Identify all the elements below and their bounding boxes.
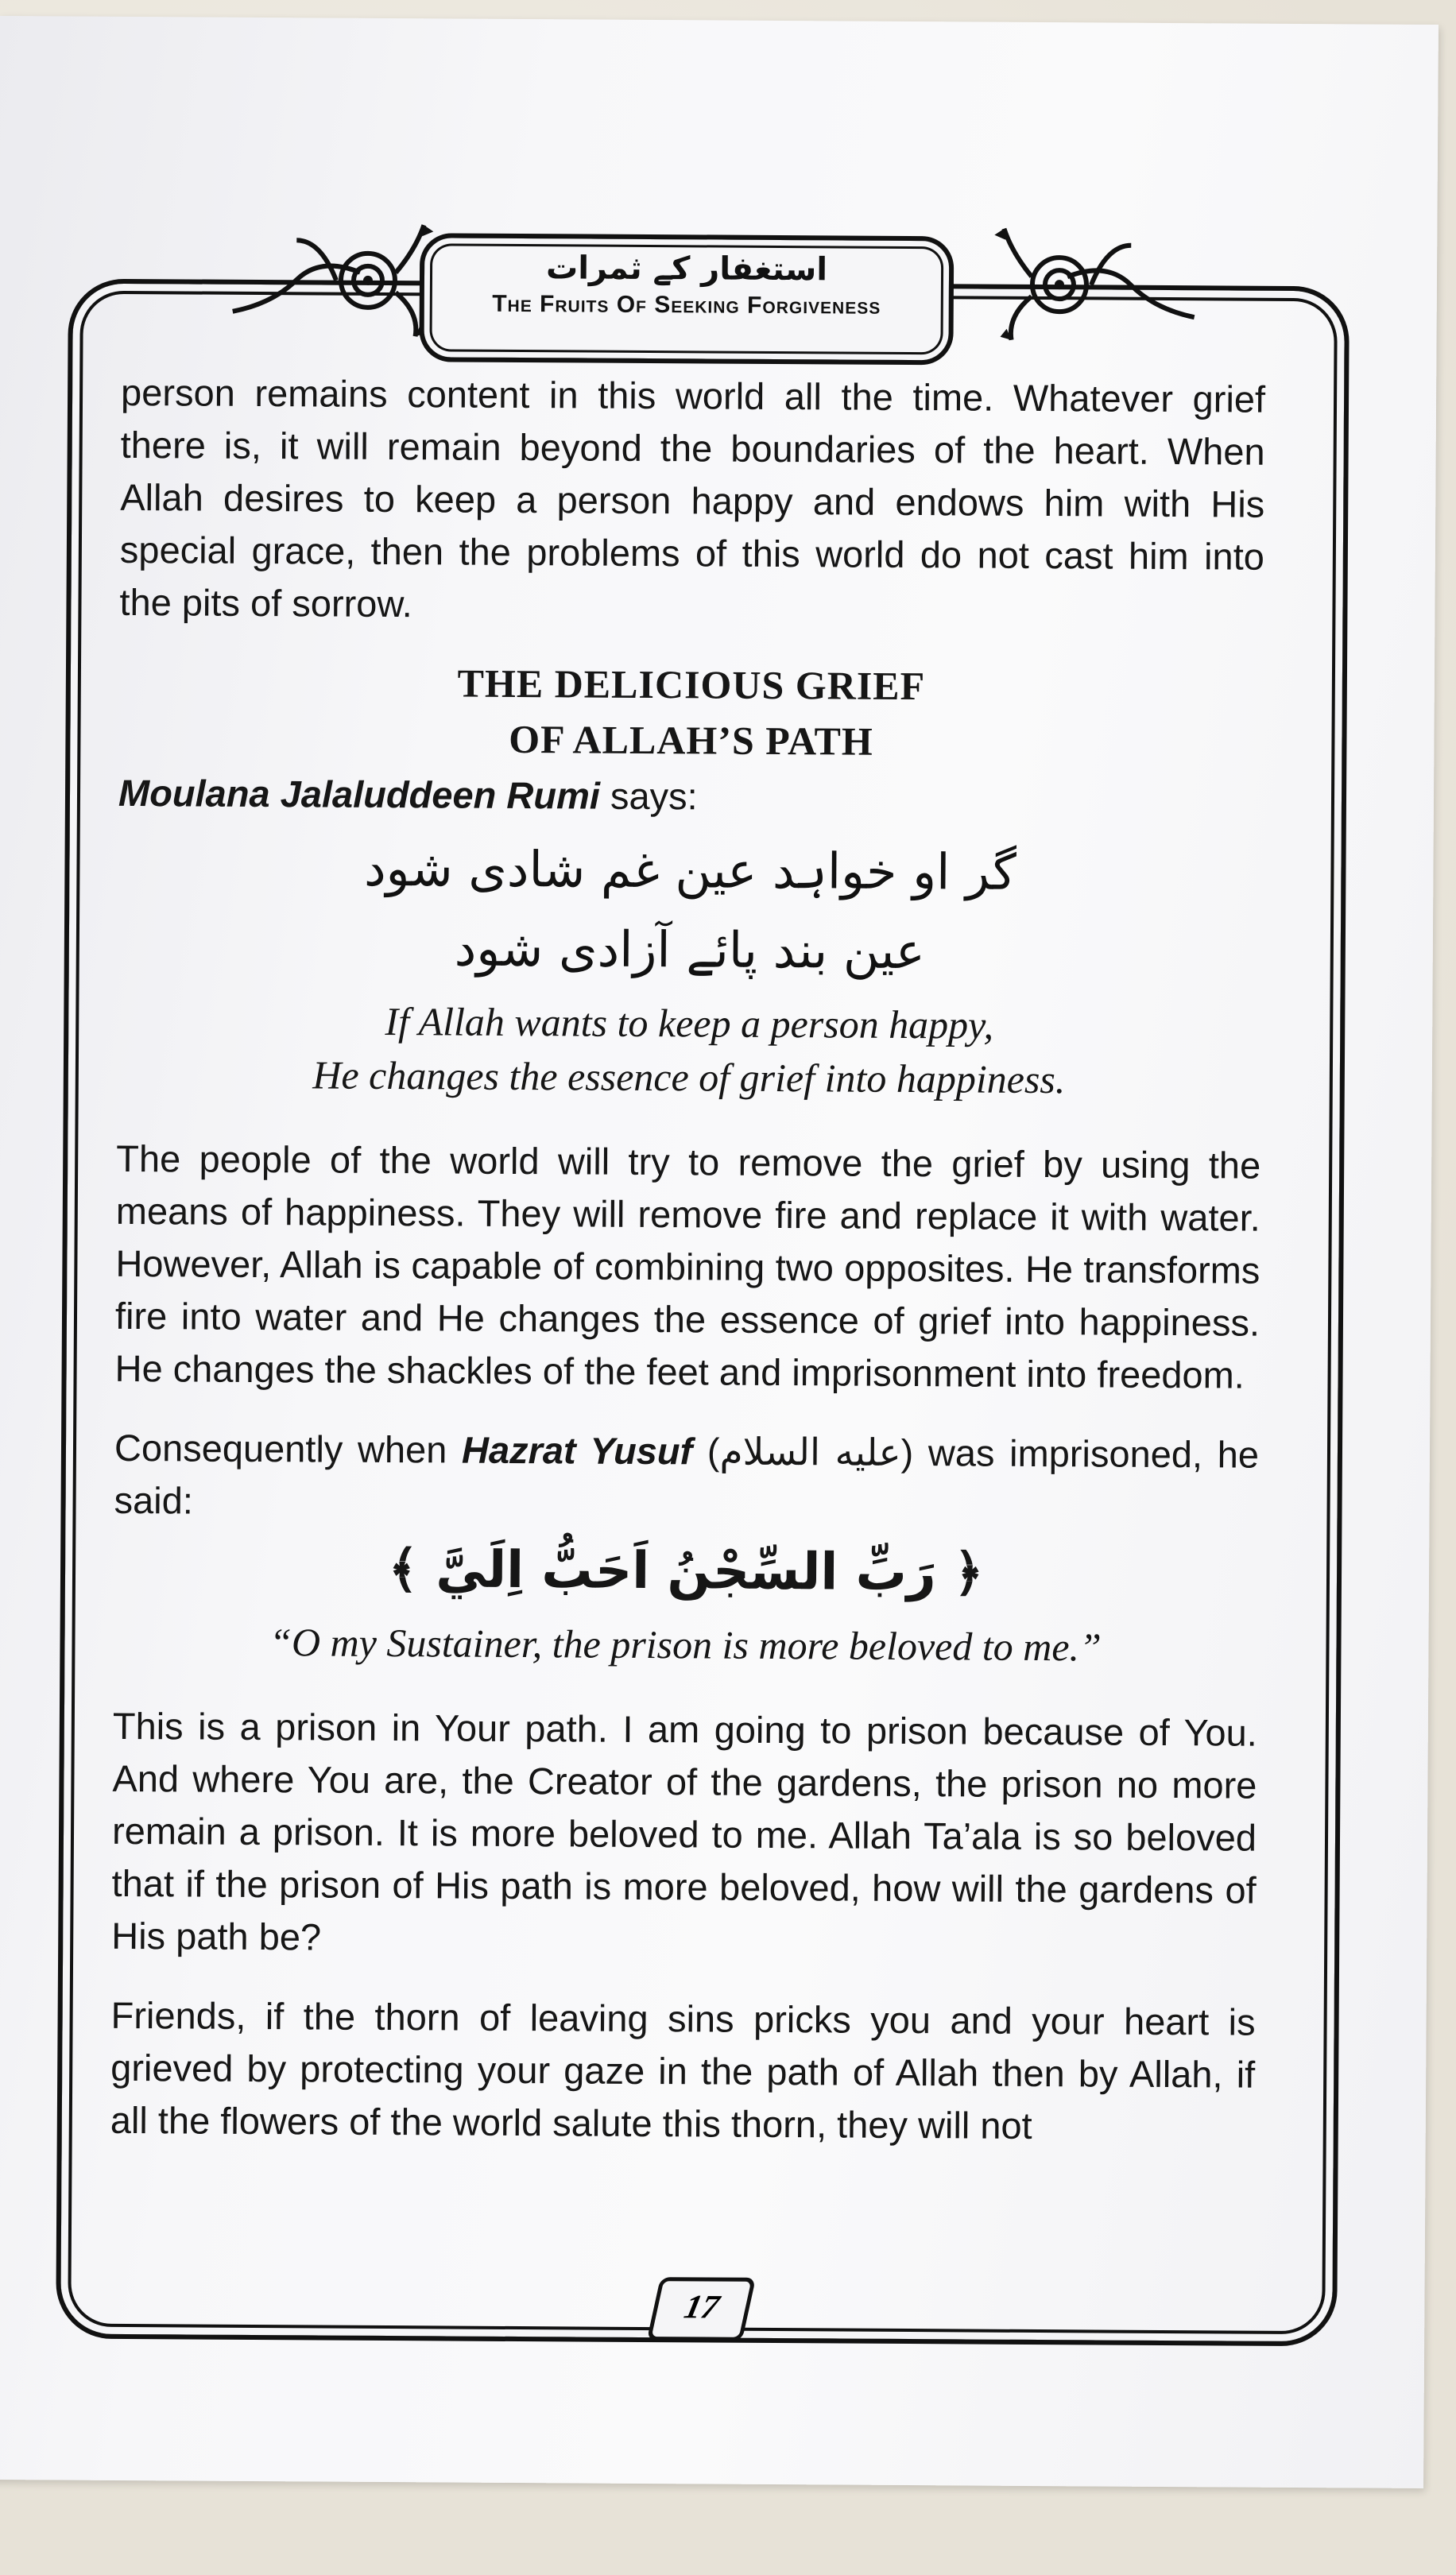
book-page	[0, 16, 1439, 2488]
says-text: says:	[599, 774, 698, 818]
urdu-verse-line-1: گر او خواہد عین غم شادی شود	[363, 838, 1017, 901]
p3-prefix: Consequently when	[114, 1426, 463, 1471]
section-heading-line-2: OF ALLAH’S PATH	[509, 716, 873, 764]
english-chapter-title: The Fruits Of Seeking Forgiveness	[492, 290, 881, 319]
attribution-line	[118, 767, 1263, 827]
translation-line-2: He changes the essence of grief into happiness.	[312, 1052, 1066, 1102]
p3-suffix: was imprisoned, he said:	[114, 1431, 1260, 1522]
paragraph-4: This is a prison in Your path. I am going to prison because of You. And where You are, the Creator of the gardens, the prison no more remain a prison. It is more beloved to me. Allah Ta’ala is so beloved that if the prison of His path is more beloved, how will the gardens of His path be?	[111, 1704, 1257, 1958]
p3-honorific: (عليه السلام)	[692, 1430, 929, 1474]
author-name: Moulana Jalaluddeen Rumi	[118, 771, 601, 817]
urdu-chapter-title: استغفار کے ثمرات	[545, 250, 828, 288]
paragraph-5: Friends, if the thorn of leaving sins pricks you and your heart is grieved by protecting your gaze in the path of Allah then by Allah, if all the flowers of the world salute this thorn, they will not	[110, 1993, 1256, 2147]
translation-line-1: If Allah wants to keep a person happy,	[385, 998, 994, 1047]
page-number: 17	[647, 2277, 756, 2341]
chapter-header	[419, 233, 954, 365]
p3-name: Hazrat Yusuf	[461, 1428, 693, 1473]
page-content	[110, 366, 1265, 2181]
paragraph-2: The people of the world will try to remove the grief by using the means of happiness. They will remove fire and replace it with water. However, Allah is capable of combining two opposites. He transforms fire into water and He changes the essence of grief into happiness. He changes the shackles of the feet and imprisonment into freedom.	[114, 1136, 1261, 1396]
verse-translation-2: “O my Sustainer, the prison is more beloved to me.”	[269, 1620, 1102, 1670]
right-floral-ornament-icon	[947, 220, 1202, 349]
paragraph-1: person remains content in this world all the time. Whatever grief there is, it will remain beyond the boundaries of the heart. When Allah desires to keep a person happy and endows him with His special grace, then the problems of this world do not cast him into the pits of sorrow.	[119, 370, 1266, 625]
section-heading-line-1: THE DELICIOUS GRIEF	[457, 660, 926, 709]
arabic-verse: ﴿ رَبِّ السِّجْنُ اَحَبُّ اِلَيَّ ﴾	[388, 1540, 984, 1603]
paragraph-3	[114, 1422, 1259, 1534]
urdu-verse-line-2: عین بند پائے آزادی شود	[454, 919, 926, 981]
verse-translation	[117, 993, 1262, 1108]
